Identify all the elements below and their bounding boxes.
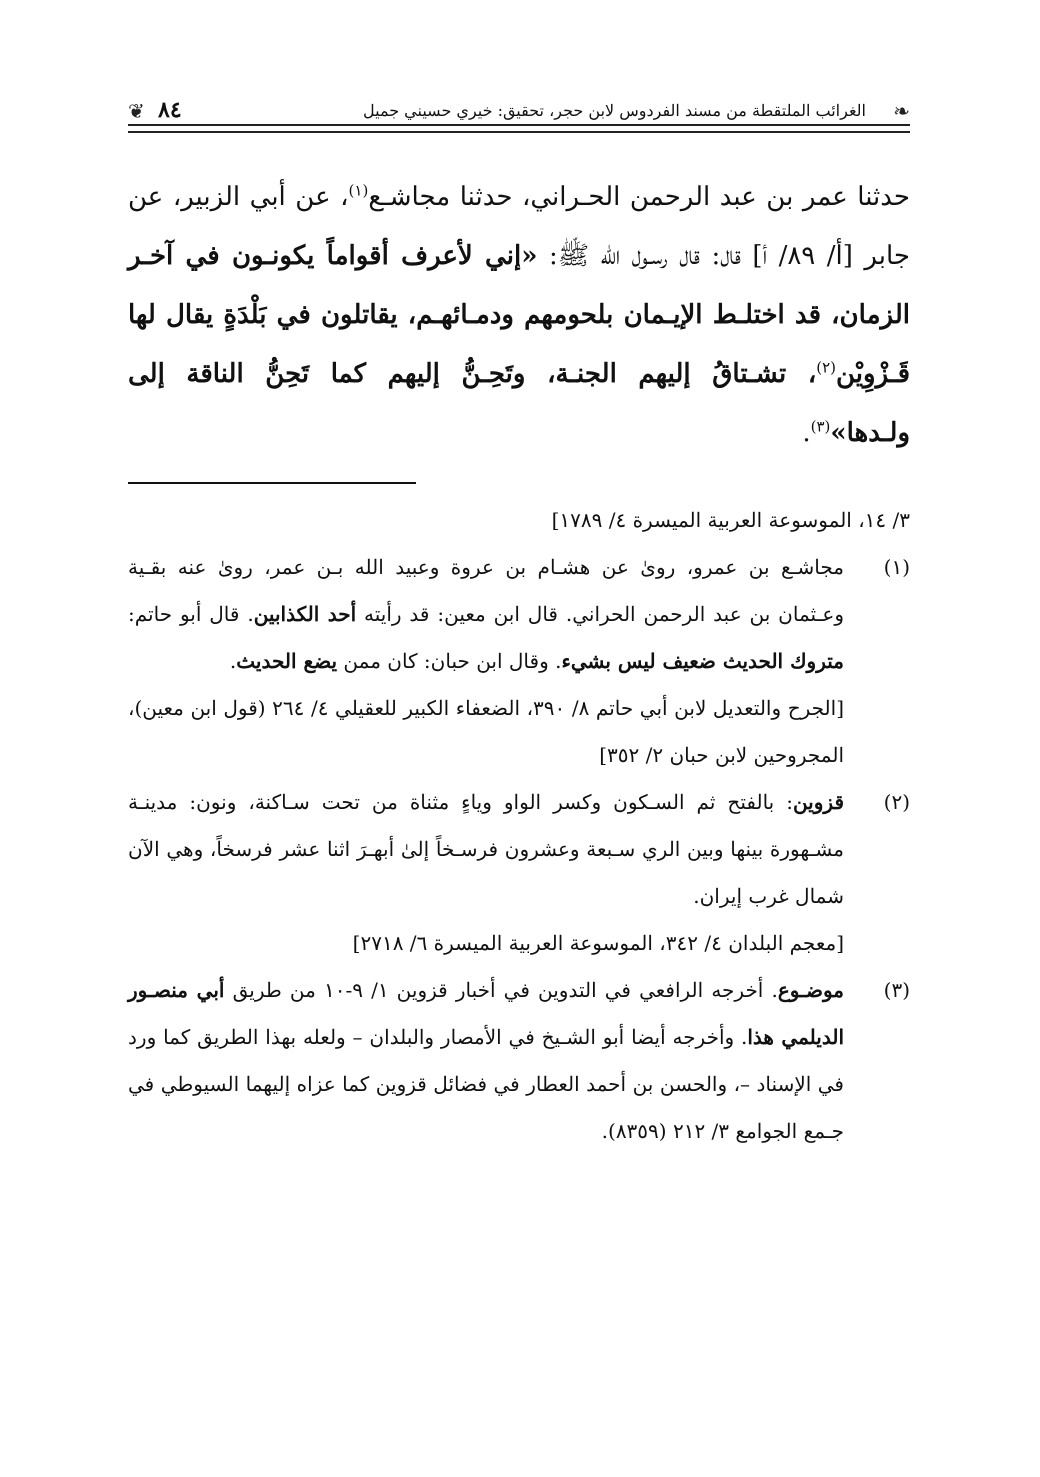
footnote-2 [128, 779, 910, 967]
footnote-bold: قزوين [792, 790, 844, 814]
footnote-text: . أخرجه الرافعي في التدوين في أخبار قزوين ١/ ٩-١٠ من طريق [224, 978, 778, 1002]
footnote-3 [128, 967, 910, 1155]
hadith-paragraph [128, 168, 910, 463]
footnote-number: (١) [883, 555, 910, 579]
main-text [128, 168, 910, 463]
footnote-text: . وقال ابن حبان: كان ممن [337, 649, 562, 673]
ornament-icon: ❦ [128, 99, 145, 123]
footnote-ref: (٢) [816, 358, 837, 377]
header-rule [128, 124, 910, 133]
footnote-bold: موضـوع [777, 978, 844, 1002]
isnad-text: ، عن أبي الزبير، عن جابر [أ/ ٨٩/ أ] قال: قال رسـول الله ﷺ: [128, 182, 911, 271]
footnote-source: [الجرح والتعديل لابن أبي حاتم ٨/ ٣٩٠، الضعفاء الكبير للعقيلي ٤/ ٢٦٤ (قول ابن معين)، المجروحين لابن حبان ٢/ ٣٥٢] [128, 696, 845, 767]
footnote-bold: أبي منصـور الديلمي هذا [128, 978, 844, 1049]
footnote-carry-over: ٣/ ١٤، الموسوعة العربية الميسرة ٤/ ١٧٨٩] [551, 508, 910, 532]
footnote-text: : بالفتح ثم السـكون وكسر الواو وياءٍ مثناة من تحت سـاكنة، ونون: مدينـة مشـهورة بينها وبين الري سـبعة وعشرون فرسـخاً إلىٰ أبهـرَ اثنا عشر فرسخاً، وهي الآن شمال غرب إيران. [128, 790, 844, 908]
footnote-text: . وأخرجه أيضا أبو الشـيخ في الأمصار والبلدان – ولعله بهذا الطريق كما ورد في الإسناد –، والحسن بن أحمد العطار في فضائل قزوين كما عزاه إليهما السيوطي في جـمع الجوامع ٣/ ٢١٢ (٨٣٥٩). [128, 1025, 844, 1143]
footnote-text: . [229, 649, 237, 673]
footnote-text: . قال أبو حاتم: [128, 602, 254, 626]
running-title: الغرائب الملتقطة من مسند الفردوس لابن حجر، تحقيق: خيري حسيني جميل [363, 101, 866, 120]
footnote-bold: أحد الكذابين [253, 602, 357, 626]
page-number: ٨٤ [158, 97, 182, 123]
footnote-bold: يضع الحديث [236, 649, 338, 673]
hadith-matn: «إني لأعرف أقواماً يكونـون في آخـر الزمان، قد اختلـط الإيـمان بلحومهم ودمـائهـم، يقاتلون في بَلْدَةٍ يقال لها قَـزْوِيْن [128, 241, 910, 389]
period: . [802, 418, 811, 448]
hadith-matn: ، تشـتاقُ إليهم الجنـة، وتَحِـنُّ إليهم كما تَحِنُّ الناقة إلى ولـدها» [128, 359, 910, 448]
footnote-ref: (١) [348, 181, 369, 200]
footnote-bold: متروك الحديث ضعيف ليس بشيء [561, 649, 844, 673]
footnote-number: (٣) [883, 978, 910, 1002]
footnote-source: [معجم البلدان ٤/ ٣٤٢، الموسوعة العربية الميسرة ٦/ ٢٧١٨] [352, 931, 844, 955]
isnad-text: حدثنا عمر بن عبد الرحمن الحـراني، حدثنا مجاشـع [368, 182, 910, 212]
footnote-text: مجاشـع بن عمرو، روىٰ عن هشـام بن عروة وعبيد الله بـن عمر، روىٰ عنه بقـية وعـثمان بن عبد الرحمن الحراني. قال ابن معين: قد رأيته [128, 555, 844, 626]
footnote-separator [128, 482, 416, 484]
page-header [128, 95, 910, 133]
footnote-number: (٢) [883, 790, 910, 814]
ornament-icon: ❧ [893, 99, 910, 123]
footnotes [128, 497, 910, 1155]
footnote-1 [128, 544, 910, 779]
footnote-ref: (٣) [810, 417, 831, 436]
